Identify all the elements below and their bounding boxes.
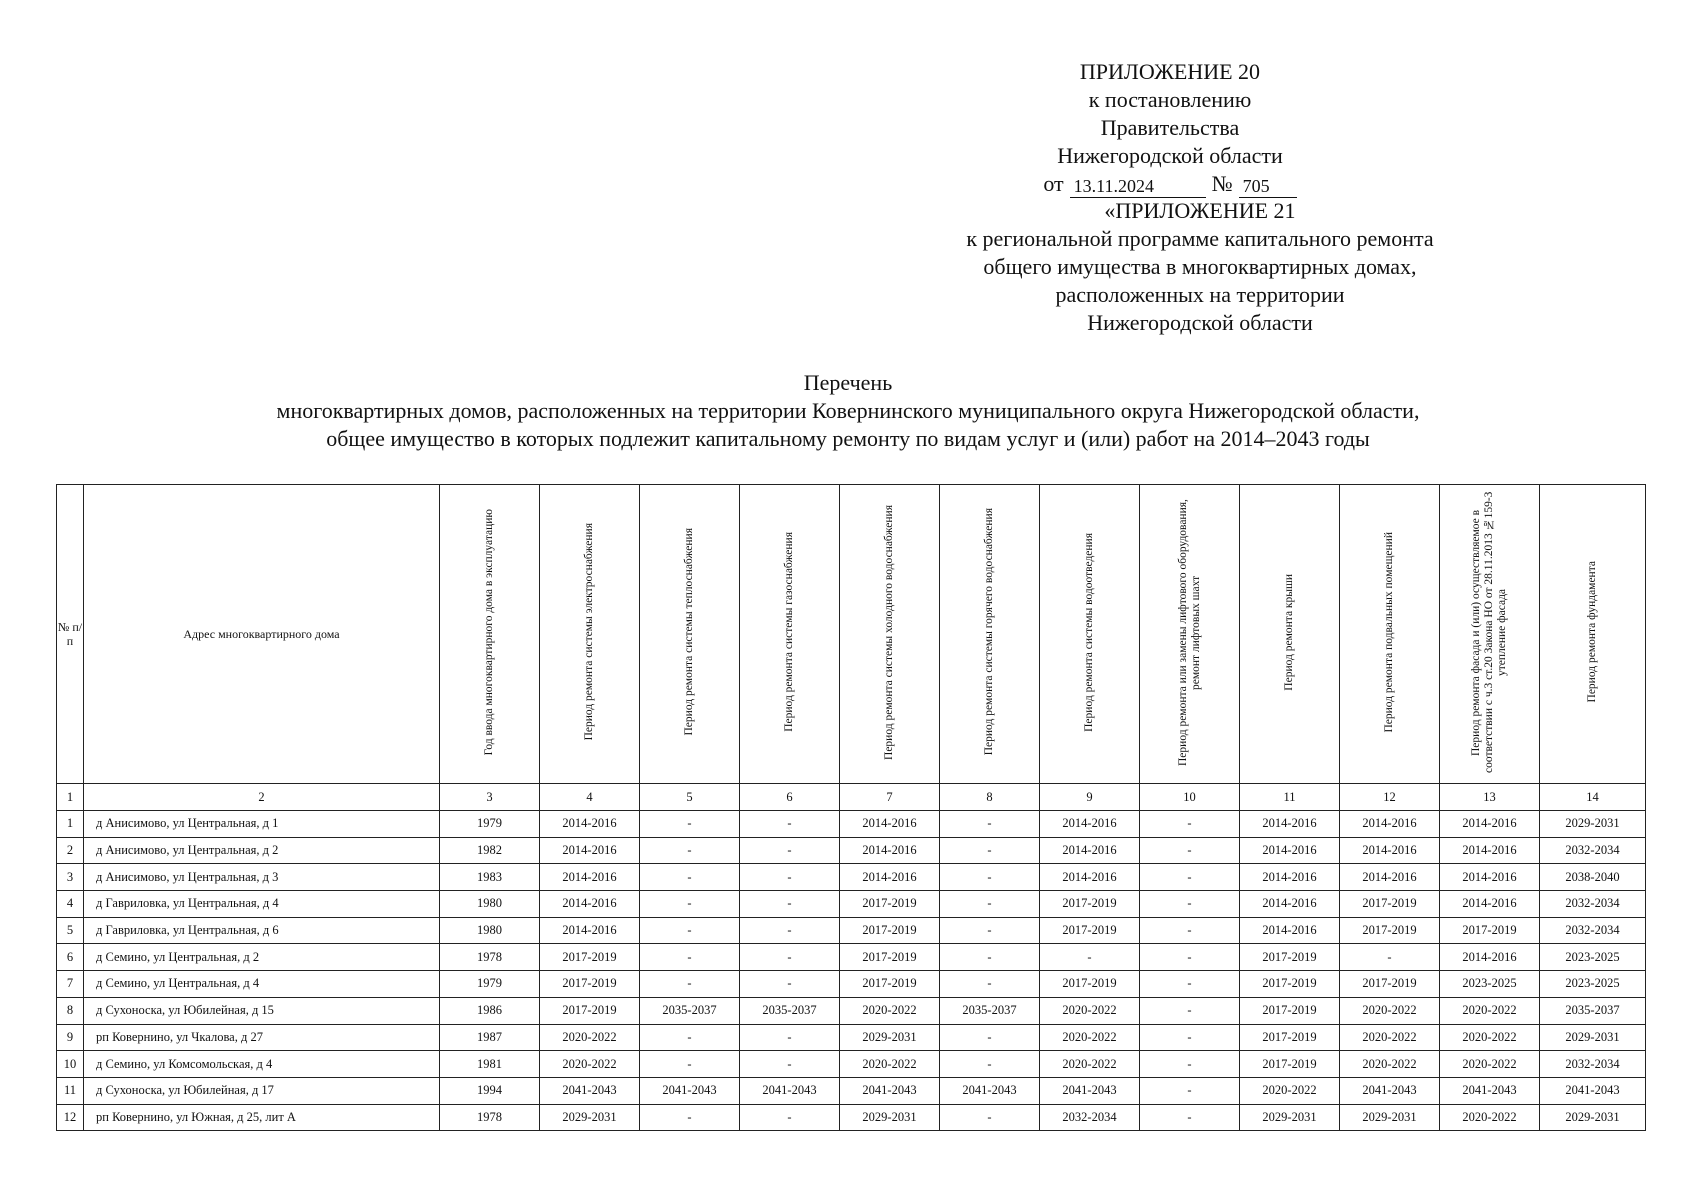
header-cell: Адрес многоквартирного дома (84, 485, 440, 784)
table-cell: 2020-2022 (540, 1051, 640, 1078)
table-cell: - (940, 811, 1040, 838)
table-cell: 1980 (440, 891, 540, 918)
table-row (57, 837, 1646, 864)
appendix-20-line1: к постановлению Правительства (1088, 87, 1252, 140)
table-cell: 2020-2022 (1440, 1104, 1540, 1131)
table-cell: - (1140, 944, 1240, 971)
table-cell: - (940, 944, 1040, 971)
table-cell: - (640, 811, 740, 838)
table-cell: 1978 (440, 944, 540, 971)
table-cell: 2032-2034 (1040, 1104, 1140, 1131)
table-cell: 2017-2019 (1340, 891, 1440, 918)
row-number-cell: 9 (57, 1024, 84, 1051)
table-cell: 2017-2019 (1440, 917, 1540, 944)
table-cell: - (1140, 891, 1240, 918)
column-number: 3 (440, 784, 540, 811)
table-cell: 2017-2019 (540, 997, 640, 1024)
table-cell: 2014-2016 (1240, 811, 1340, 838)
table-cell: - (940, 837, 1040, 864)
table-cell: 2014-2016 (1240, 837, 1340, 864)
header-label: Период ремонта подвальных помещений (1383, 531, 1395, 733)
column-number: 6 (740, 784, 840, 811)
row-number-cell: 3 (57, 864, 84, 891)
column-number: 2 (84, 784, 440, 811)
table-cell: - (1140, 1051, 1240, 1078)
table-cell: 2014-2016 (840, 811, 940, 838)
table-cell: 2041-2043 (740, 1077, 840, 1104)
table-cell: 2014-2016 (1240, 917, 1340, 944)
header-label: Год ввода многоквартирного дома в эксплуатацию (483, 508, 495, 756)
table-cell: 2017-2019 (540, 944, 640, 971)
row-number-cell: 5 (57, 917, 84, 944)
table-cell: - (1140, 1024, 1240, 1051)
header-cell (540, 485, 640, 784)
table-row (57, 864, 1646, 891)
header-cell (840, 485, 940, 784)
table-row (57, 917, 1646, 944)
title-line2: многоквартирных домов, расположенных на территории Ковернинского муниципального округа Нижегородской области, (276, 398, 1420, 423)
table-cell: - (740, 917, 840, 944)
table-cell: - (640, 1051, 740, 1078)
table-cell: 2020-2022 (1340, 1051, 1440, 1078)
address-cell: д Семино, ул Комсомольская, д 4 (84, 1051, 440, 1078)
table-cell: - (1140, 997, 1240, 1024)
table-cell: 2014-2016 (1440, 891, 1540, 918)
table-cell: 1979 (440, 971, 540, 998)
table-row (57, 997, 1646, 1024)
header-label: Период ремонта системы холодного водоснабжения (883, 504, 895, 760)
table-cell: 2020-2022 (540, 1024, 640, 1051)
address-cell: д Анисимово, ул Центральная, д 1 (84, 811, 440, 838)
table-cell: - (640, 917, 740, 944)
table-cell: - (940, 971, 1040, 998)
column-number-row (57, 784, 1646, 811)
table-cell: 2032-2034 (1540, 891, 1646, 918)
table-cell: 2020-2022 (1440, 1024, 1540, 1051)
header-label: Период ремонта системы электроснабжения (583, 523, 595, 741)
table-cell: 2017-2019 (840, 944, 940, 971)
table-cell: - (640, 1024, 740, 1051)
table-cell: 2029-2031 (1540, 1104, 1646, 1131)
table-cell: - (1140, 837, 1240, 864)
table-cell: 2014-2016 (1440, 864, 1540, 891)
address-cell: д Семино, ул Центральная, д 2 (84, 944, 440, 971)
table-header-row (57, 485, 1646, 784)
appendix-20-line2: Нижегородской области (1057, 143, 1283, 168)
appendix-20-title: ПРИЛОЖЕНИЕ 20 (1079, 59, 1261, 84)
header-cell: № п/п (57, 485, 84, 784)
table-cell: 2032-2034 (1540, 837, 1646, 864)
table-cell: 2023-2025 (1540, 971, 1646, 998)
table-cell: 1981 (440, 1051, 540, 1078)
header-label: Период ремонта системы газоснабжения (783, 532, 795, 732)
table-cell: - (940, 1051, 1040, 1078)
table-cell: - (740, 1051, 840, 1078)
table-cell: 2014-2016 (1340, 864, 1440, 891)
table-cell: 2017-2019 (1340, 917, 1440, 944)
row-number-cell: 8 (57, 997, 84, 1024)
column-number: 13 (1440, 784, 1540, 811)
table-cell: - (1140, 1077, 1240, 1104)
column-number: 10 (1140, 784, 1240, 811)
table-cell: - (1140, 811, 1240, 838)
column-number: 12 (1340, 784, 1440, 811)
header-cell (1440, 485, 1540, 784)
table-row (57, 1024, 1646, 1051)
table-cell: 2020-2022 (1340, 1024, 1440, 1051)
header-label: Период ремонта системы теплоснабжения (683, 528, 695, 736)
table-cell: 2017-2019 (1240, 1051, 1340, 1078)
table-cell: 2029-2031 (1540, 811, 1646, 838)
table-cell: 2041-2043 (1340, 1077, 1440, 1104)
table-cell: 1978 (440, 1104, 540, 1131)
address-cell: д Анисимово, ул Центральная, д 2 (84, 837, 440, 864)
table-cell: - (1140, 864, 1240, 891)
table-cell: 2020-2022 (840, 997, 940, 1024)
table-cell: 2017-2019 (1040, 891, 1140, 918)
row-number-cell: 12 (57, 1104, 84, 1131)
table-cell: 2014-2016 (1440, 811, 1540, 838)
table-cell: - (640, 971, 740, 998)
table-cell: 2020-2022 (1240, 1077, 1340, 1104)
column-number: 11 (1240, 784, 1340, 811)
appendix-21-line1: к региональной программе капитального ремонта (966, 226, 1434, 251)
table-cell: 2041-2043 (540, 1077, 640, 1104)
table-cell: 2035-2037 (740, 997, 840, 1024)
appendix-21-block (940, 197, 1460, 337)
row-number-cell: 11 (57, 1077, 84, 1104)
header-label: Период ремонта системы горячего водоснабжения (983, 508, 995, 756)
table-row (57, 811, 1646, 838)
table-cell: 2029-2031 (840, 1024, 940, 1051)
header-cell (1340, 485, 1440, 784)
table-cell: - (1340, 944, 1440, 971)
table-row (57, 1051, 1646, 1078)
row-number-cell: 4 (57, 891, 84, 918)
address-cell: д Семино, ул Центральная, д 4 (84, 971, 440, 998)
document-title (0, 369, 1696, 453)
column-number: 1 (57, 784, 84, 811)
table-cell: - (940, 917, 1040, 944)
row-number-cell: 6 (57, 944, 84, 971)
row-number-cell: 1 (57, 811, 84, 838)
row-number-cell: 10 (57, 1051, 84, 1078)
appendix-21-line3: расположенных на территории (1055, 282, 1345, 307)
table-cell: 2023-2025 (1540, 944, 1646, 971)
table-cell: 2029-2031 (1340, 1104, 1440, 1131)
table-cell: - (1140, 1104, 1240, 1131)
table-cell: - (640, 864, 740, 891)
title-line1: Перечень (803, 370, 893, 395)
table-row (57, 891, 1646, 918)
table-cell: 2020-2022 (1040, 997, 1140, 1024)
address-cell: рп Ковернино, ул Чкалова, д 27 (84, 1024, 440, 1051)
table-cell: - (640, 891, 740, 918)
table-cell: 2032-2034 (1540, 917, 1646, 944)
row-number-cell: 7 (57, 971, 84, 998)
table-cell: 2035-2037 (640, 997, 740, 1024)
table-cell: 2029-2031 (1540, 1024, 1646, 1051)
table-cell: - (640, 837, 740, 864)
table-cell: 2014-2016 (1240, 891, 1340, 918)
table-cell: 2020-2022 (1040, 1024, 1140, 1051)
column-number: 7 (840, 784, 940, 811)
header-label: Период ремонта системы водоотведения (1083, 532, 1095, 732)
table-cell: 2017-2019 (840, 971, 940, 998)
from-label: от (1043, 171, 1064, 196)
table-cell: 2017-2019 (1040, 971, 1140, 998)
table-cell: 2014-2016 (1440, 944, 1540, 971)
table-body (57, 811, 1646, 1131)
appendix-20-date-line (1020, 170, 1320, 198)
title-line3: общее имущество в которых подлежит капитальному ремонту по видам услуг и (или) работ на 2014–2043 годы (326, 426, 1370, 451)
table-cell: - (940, 864, 1040, 891)
header-cell (640, 485, 740, 784)
appendix-21-line4: Нижегородской области (1087, 310, 1313, 335)
header-label: Период ремонта крыши (1283, 573, 1295, 691)
table-cell: - (1040, 944, 1140, 971)
row-number-cell: 2 (57, 837, 84, 864)
table-cell: 1982 (440, 837, 540, 864)
table-cell: 2014-2016 (840, 864, 940, 891)
address-cell: д Сухоноска, ул Юбилейная, д 15 (84, 997, 440, 1024)
table-cell: 2029-2031 (1240, 1104, 1340, 1131)
table-cell: - (740, 811, 840, 838)
header-cell (1240, 485, 1340, 784)
table-cell: 2017-2019 (1240, 997, 1340, 1024)
table-cell: - (740, 971, 840, 998)
table-cell: 1979 (440, 811, 540, 838)
table-cell: 2020-2022 (1340, 997, 1440, 1024)
table-cell: 2041-2043 (1540, 1077, 1646, 1104)
decree-date: 13.11.2024 (1070, 175, 1206, 198)
table-cell: 2035-2037 (940, 997, 1040, 1024)
table-cell: 2023-2025 (1440, 971, 1540, 998)
table-cell: 2017-2019 (840, 917, 940, 944)
address-cell: д Гавриловка, ул Центральная, д 6 (84, 917, 440, 944)
table-row (57, 944, 1646, 971)
table-row (57, 1077, 1646, 1104)
table-cell: 2035-2037 (1540, 997, 1646, 1024)
table-cell: 1986 (440, 997, 540, 1024)
table-cell: - (740, 837, 840, 864)
table-cell: 2014-2016 (1040, 837, 1140, 864)
column-number: 9 (1040, 784, 1140, 811)
table-cell: 2014-2016 (1440, 837, 1540, 864)
table-cell: 2017-2019 (1240, 971, 1340, 998)
table-cell: 2017-2019 (540, 971, 640, 998)
column-number: 4 (540, 784, 640, 811)
table-cell: 2041-2043 (840, 1077, 940, 1104)
table-cell: 2020-2022 (1040, 1051, 1140, 1078)
table-cell: 2017-2019 (1240, 1024, 1340, 1051)
table-cell: 1994 (440, 1077, 540, 1104)
table-cell: 2014-2016 (1340, 811, 1440, 838)
table-cell: 2038-2040 (1540, 864, 1646, 891)
table-cell: - (940, 891, 1040, 918)
header-label: Период ремонта фундамента (1586, 561, 1598, 703)
table-cell: 2014-2016 (1340, 837, 1440, 864)
table-cell: 2041-2043 (940, 1077, 1040, 1104)
table-cell: 2032-2034 (1540, 1051, 1646, 1078)
table-cell: 2029-2031 (840, 1104, 940, 1131)
table-cell: 2014-2016 (1040, 864, 1140, 891)
table-cell: - (640, 1104, 740, 1131)
number-label: № (1211, 171, 1233, 196)
table-cell: 2020-2022 (840, 1051, 940, 1078)
appendix-21-line2: общего имущества в многоквартирных домах, (983, 254, 1417, 279)
column-number: 8 (940, 784, 1040, 811)
header-cell (1140, 485, 1240, 784)
table-cell: 2014-2016 (540, 864, 640, 891)
column-number: 14 (1540, 784, 1646, 811)
table-cell: 2014-2016 (1040, 811, 1140, 838)
address-cell: д Анисимово, ул Центральная, д 3 (84, 864, 440, 891)
table-cell: - (940, 1024, 1040, 1051)
table-cell: - (640, 944, 740, 971)
decree-number: 705 (1239, 175, 1297, 198)
table-cell: - (940, 1104, 1040, 1131)
appendix-21-title: «ПРИЛОЖЕНИЕ 21 (1104, 198, 1296, 223)
houses-table (56, 484, 1646, 1131)
table-cell: 2029-2031 (540, 1104, 640, 1131)
table-cell: - (1140, 971, 1240, 998)
table-cell: 2041-2043 (1440, 1077, 1540, 1104)
table-cell: - (740, 1024, 840, 1051)
table-cell: 2041-2043 (640, 1077, 740, 1104)
header-cell (740, 485, 840, 784)
table-cell: 2014-2016 (540, 917, 640, 944)
table-row (57, 1104, 1646, 1131)
appendix-20-block (1020, 58, 1320, 198)
table-row (57, 971, 1646, 998)
table-cell: - (740, 1104, 840, 1131)
table-cell: - (740, 944, 840, 971)
table-cell: - (740, 864, 840, 891)
table-cell: 2014-2016 (840, 837, 940, 864)
table-cell: 2014-2016 (540, 811, 640, 838)
table-cell: 2017-2019 (840, 891, 940, 918)
header-label: Период ремонта фасада и (или) осуществляемое в соответствии с ч.3 ст.20 Закона НО от 28.11.2013 №159-З утепление фасада (1470, 491, 1508, 773)
table-cell: - (740, 891, 840, 918)
table-cell: 2020-2022 (1440, 1051, 1540, 1078)
table-cell: - (1140, 917, 1240, 944)
table-cell: 2014-2016 (540, 891, 640, 918)
header-label: Период ремонта или замены лифтового оборудования, ремонт лифтовых шахт (1176, 498, 1202, 766)
table-cell: 2017-2019 (1240, 944, 1340, 971)
table-cell: 2041-2043 (1040, 1077, 1140, 1104)
address-cell: д Сухоноска, ул Юбилейная, д 17 (84, 1077, 440, 1104)
table-cell: 2017-2019 (1040, 917, 1140, 944)
address-cell: рп Ковернино, ул Южная, д 25, лит А (84, 1104, 440, 1131)
address-cell: д Гавриловка, ул Центральная, д 4 (84, 891, 440, 918)
table-cell: 1987 (440, 1024, 540, 1051)
table-cell: 2014-2016 (540, 837, 640, 864)
table-cell: 1980 (440, 917, 540, 944)
table-cell: 2014-2016 (1240, 864, 1340, 891)
column-number: 5 (640, 784, 740, 811)
table-cell: 2020-2022 (1440, 997, 1540, 1024)
header-cell (1540, 485, 1646, 784)
header-cell (940, 485, 1040, 784)
table-cell: 1983 (440, 864, 540, 891)
header-cell (440, 485, 540, 784)
table-cell: 2017-2019 (1340, 971, 1440, 998)
header-cell (1040, 485, 1140, 784)
